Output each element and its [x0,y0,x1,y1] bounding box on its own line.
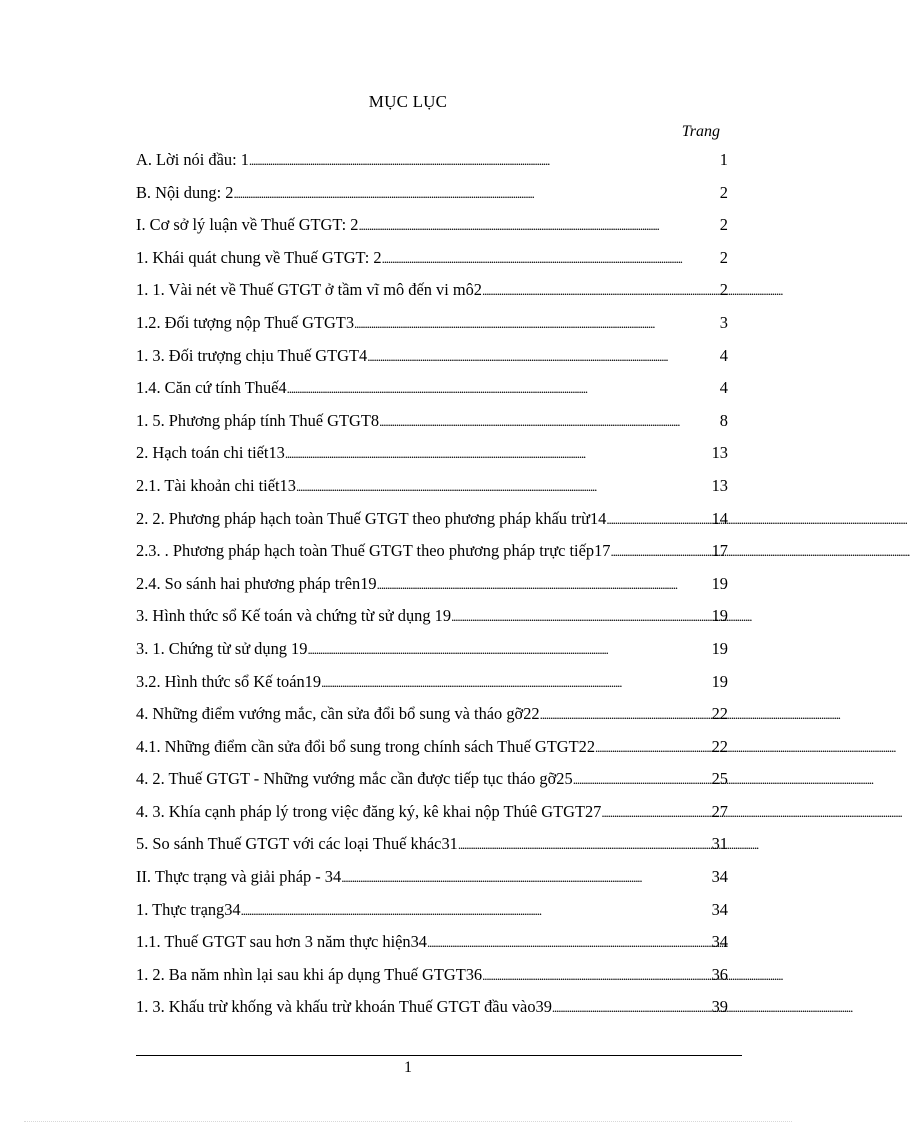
toc-entry-page: 13 [711,443,728,463]
toc-entry-title: 3. Hình thức sổ Kế toán và chứng từ sử dụng 19 [136,606,452,626]
toc-entry[interactable] [136,313,728,346]
toc-entry-title: I. Cơ sở lý luận về Thuế GTGT: 2 [136,215,359,235]
dot-leader [307,639,711,659]
toc-entry-title: 1. 2. Ba năm nhìn lại sau khi áp dụng Thuế GTGT36 [136,964,483,984]
toc-entry-page: 14 [711,508,728,528]
toc-entry-title: II. Thực trạng và giải pháp - 34 [136,867,342,887]
toc-entry-title: 2. Hạch toán chi tiết13 [136,443,285,463]
page-column-label: Trang [681,123,720,140]
dot-leader [427,932,712,952]
toc-entry-title: 2.4. So sánh hai phương pháp trên19 [136,573,377,593]
toc-entry-title: 1. 5. Phương pháp tính Thuế GTGT8 [136,410,380,430]
toc-entry-page: 13 [711,475,728,495]
toc-entry-title: 1. 1. Vài nét về Thuế GTGT ở tầm vĩ mô đến vi mô2 [136,280,482,300]
dot-leader [367,346,720,366]
dot-leader [296,476,712,496]
toc-entry[interactable] [136,639,728,672]
toc-entry[interactable] [136,997,728,1030]
toc-entry-page: 19 [711,638,728,658]
toc-entry-page: 22 [711,704,728,724]
page-bottom-edge [24,1121,792,1122]
toc-entry[interactable] [136,215,728,248]
toc-entry-page: 1 [719,150,728,169]
toc-entry[interactable] [136,509,728,542]
toc-entry[interactable] [136,541,728,574]
dot-leader [354,313,720,333]
toc-entry[interactable] [136,476,728,509]
page-number: 1 [404,1059,412,1076]
dot-leader [482,280,720,300]
dot-leader [451,606,712,626]
dot-leader [358,215,719,235]
toc-entry-page: 8 [719,410,728,430]
toc-entry[interactable] [136,378,728,411]
toc-entry-page: 2 [719,215,728,235]
dot-leader [610,541,711,561]
toc-entry[interactable] [136,834,728,867]
toc-entry[interactable] [136,443,728,476]
dot-leader [321,672,712,692]
toc-entry-page: 34 [711,867,728,887]
toc-entry[interactable] [136,248,728,281]
toc-entry-page: 34 [711,899,728,919]
toc-entry-title: 2.1. Tài khoản chi tiết13 [136,475,296,495]
toc-entry-title: 4. 2. Thuế GTGT - Những vướng mắc cần được tiếp tục tháo gỡ25 [136,769,573,789]
page-title: MỤC LỤC [368,92,448,111]
toc-entry-title: 5. So sánh Thuế GTGT với các loại Thuế khác31 [136,834,458,854]
dot-leader [341,867,711,887]
dot-leader [540,704,712,724]
dot-leader [482,965,711,985]
toc-entry-page: 2 [719,280,728,300]
toc-entry-page: 22 [711,736,728,756]
dot-leader [287,378,720,398]
toc-entry[interactable] [136,900,728,933]
toc-entry[interactable] [136,965,728,998]
toc-entry[interactable] [136,769,728,802]
dot-leader [606,509,711,529]
toc-entry-title: A. Lời nói đầu: 1 [136,150,249,169]
dot-leader [249,150,720,170]
toc-entry-page: 19 [711,671,728,691]
toc-entry-title: 4. Những điểm vướng mắc, cần sửa đổi bổ sung và tháo gỡ22 [136,704,540,724]
toc-entry-page: 31 [711,834,728,854]
toc-entry-title: 1. Thực trạng34 [136,899,241,919]
toc-entry-page: 36 [711,964,728,984]
toc-entry-page: 4 [719,345,728,365]
toc-entry-page: 17 [711,541,728,561]
toc-entry-page: 25 [711,769,728,789]
toc-entry-title: 3.2. Hình thức sổ Kế toán19 [136,671,322,691]
toc-entry[interactable] [136,737,728,770]
toc-entry-page: 4 [719,378,728,398]
toc-entry[interactable] [136,183,728,216]
toc-entry[interactable] [136,574,728,607]
toc-entry-page: 19 [711,573,728,593]
toc-entry-page: 34 [711,932,728,952]
dot-leader [285,443,712,463]
toc-entry-title: 1.2. Đối tượng nộp Thuế GTGT3 [136,312,355,332]
toc-entry-page: 19 [711,606,728,626]
toc-entry[interactable] [136,802,728,835]
toc-entry-title: 4.1. Những điểm cần sửa đổi bổ sung trong chính sách Thuế GTGT22 [136,736,596,756]
dot-leader [241,900,712,920]
toc-entry-title: 1.1. Thuế GTGT sau hơn 3 năm thực hiện34 [136,932,427,952]
toc-entry-title: 4. 3. Khía cạnh pháp lý trong việc đăng ký, kê khai nộp Thúê GTGT27 [136,801,602,821]
toc-entry-title: 1. Khái quát chung về Thuế GTGT: 2 [136,247,382,267]
toc-entry-title: 2.3. . Phương pháp hạch toàn Thuế GTGT theo phương pháp trực tiếp17 [136,541,611,561]
toc-entry[interactable] [136,867,728,900]
toc-entry[interactable] [136,704,728,737]
toc-entry-title: 2. 2. Phương pháp hạch toàn Thuế GTGT theo phương pháp khấu trừ14 [136,508,607,528]
dot-leader [601,802,711,822]
toc-entry-page: 2 [719,182,728,202]
dot-leader [458,834,712,854]
toc-entry-title: 1. 3. Đối trượng chịu Thuế GTGT4 [136,345,368,365]
toc-entry-page: 27 [711,801,728,821]
toc-entry[interactable] [136,606,728,639]
dot-leader [552,997,712,1017]
dot-leader [595,737,712,757]
toc-entry[interactable] [136,280,728,313]
toc-entry-title: 3. 1. Chứng từ sử dụng 19 [136,638,308,658]
dot-leader [379,411,720,431]
toc-entry-title: B. Nội dung: 2 [136,182,234,202]
dot-leader [573,769,712,789]
toc-entry[interactable] [136,150,728,183]
table-of-contents [136,150,728,1030]
toc-entry-title: 1. 3. Khấu trừ khống và khấu trừ khoán Thuế GTGT đầu vào39 [136,997,552,1017]
toc-entry-title: 1.4. Căn cứ tính Thuế4 [136,378,287,398]
toc-entry[interactable] [136,932,728,965]
toc-entry[interactable] [136,411,728,444]
toc-entry[interactable] [136,346,728,379]
toc-entry[interactable] [136,672,728,705]
footer-divider [136,1055,742,1056]
dot-leader [233,183,719,203]
toc-entry-page: 3 [719,312,728,332]
dot-leader [377,574,712,594]
toc-entry-page: 39 [711,997,728,1017]
toc-entry-page: 2 [719,247,728,267]
dot-leader [382,248,720,268]
